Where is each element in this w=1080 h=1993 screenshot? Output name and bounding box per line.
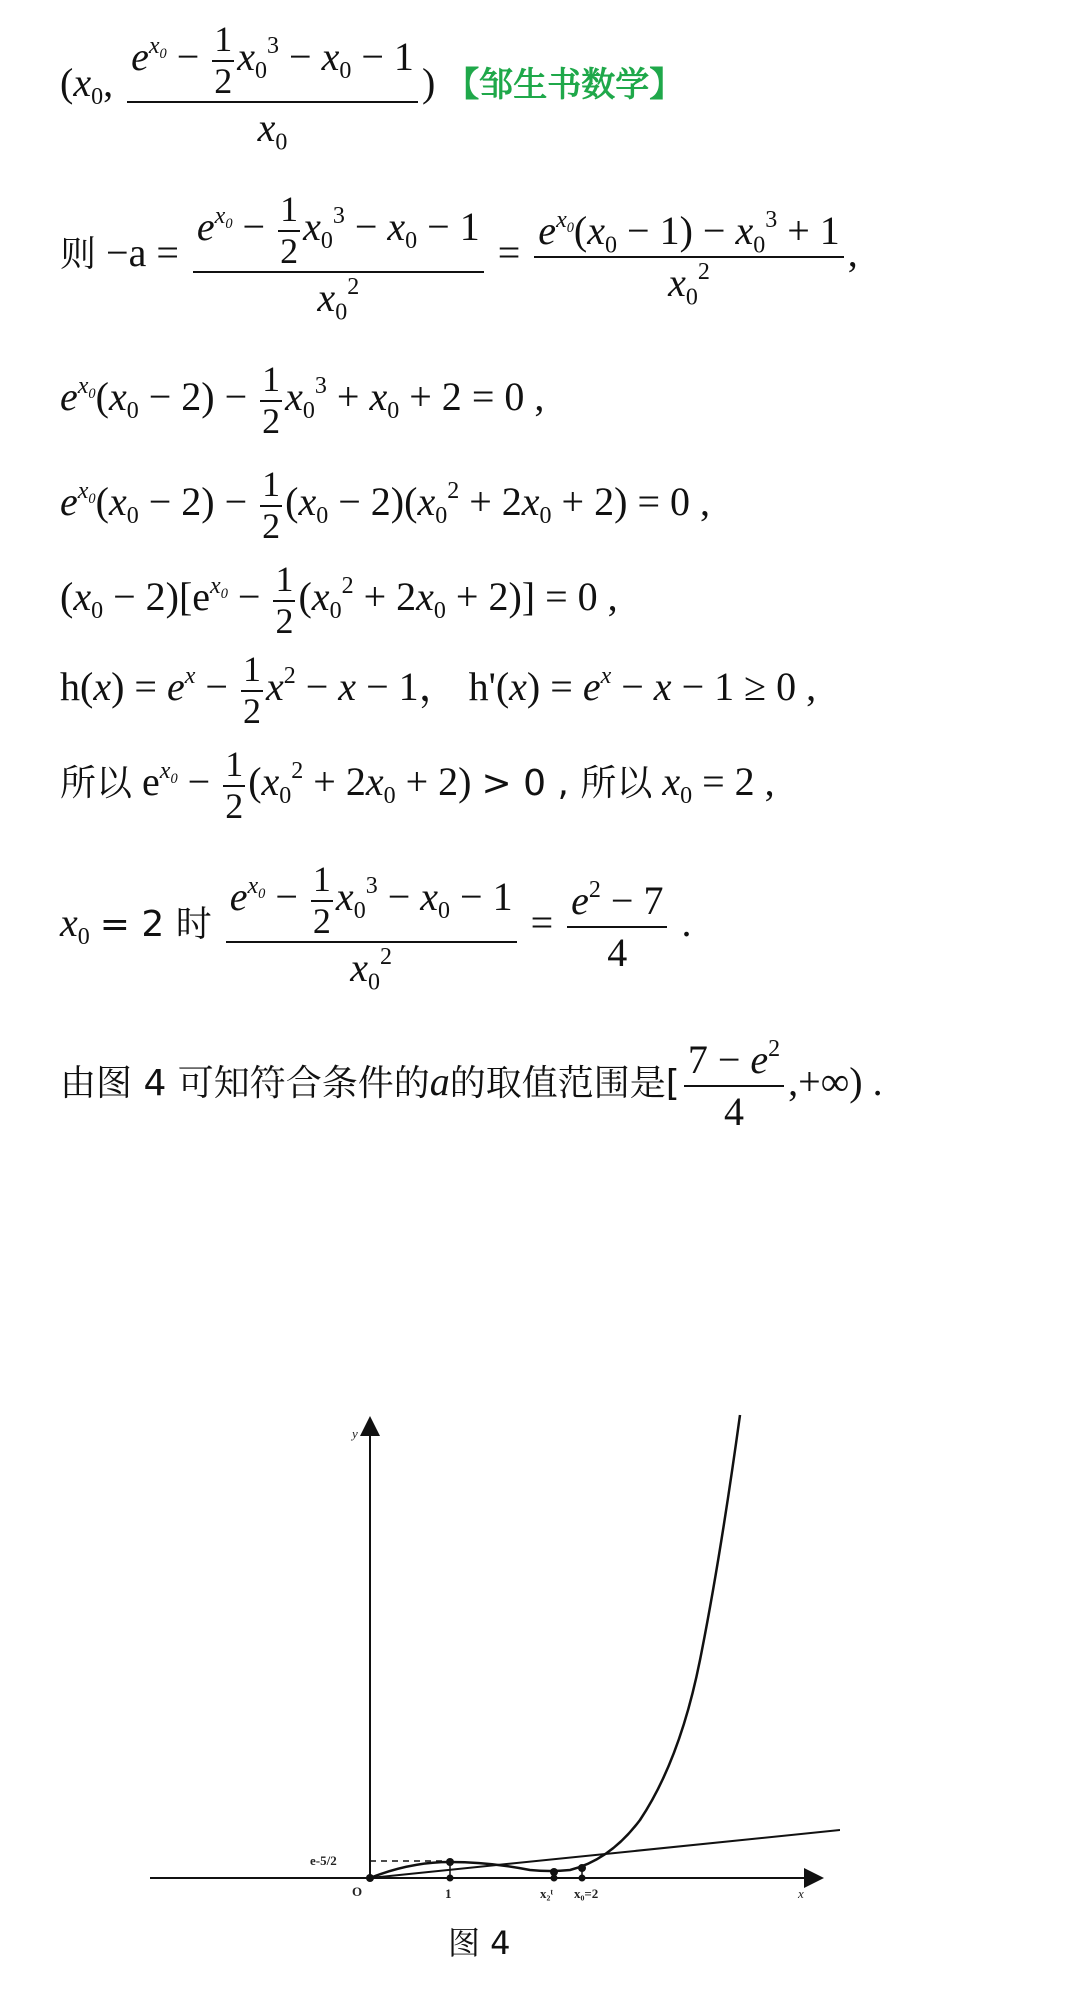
conclusion-line [60, 1035, 883, 1137]
variable-a: a [429, 1059, 450, 1105]
eq-zero: = 0 , [637, 478, 710, 524]
y-axis-label: y [352, 1426, 358, 1441]
h-derivative: h'( [468, 663, 510, 709]
h-function: h( [60, 663, 94, 709]
x0-value: = 2 , [702, 758, 775, 804]
conclusion-text: 的取值范围是[ [449, 1063, 680, 1105]
origin-label: O [352, 1884, 363, 1899]
neg-a: −a = [106, 229, 179, 275]
conclusion-end: ,+∞) . [788, 1059, 883, 1105]
line-8-evaluation: $x_0 = 2$ 时 $e^{x_0}$ − $\frac{1}{2}$ $x_0^3 - x_0 - 1$ $x_0^2$ = $\frac{e^2 - 7}{4}$ . [60, 859, 692, 996]
eq-zero: = 0 , [545, 573, 618, 619]
figure-caption: 图 4 [448, 1924, 511, 1962]
then-label: 则 [60, 233, 97, 275]
fraction-point-y: $e^{x_0}$ − $\frac{1}{2}$ $x_0^3 - x_0 - 1$ $x_0$ [127, 20, 418, 153]
x-axis-label: x [798, 1886, 804, 1901]
comma: , [847, 229, 858, 275]
point-1-axis [447, 1875, 454, 1882]
tick-label-x2: x₂ᵗ [540, 1886, 554, 1901]
line-4-equation: $e^{x_0}(x_0 - 2)$ − $\frac{1}{2}$ $(x_0 - 2)(x_0^2 + 2x_0 + 2) = 0$ , [60, 464, 710, 546]
when-label: = 2 时 [99, 903, 212, 945]
y-tick-label: e-5/2 [310, 1853, 337, 1868]
line-2-equation: 则 −a = $e^{x_0}$ − $\frac{1}{2}$ $x_0^3 - x_0 - 1$ $x_0^2$ = $\frac{e^{x_0}(x_0 - 1) - x_0^3 + 1}{x_0^2}$ , [60, 189, 858, 326]
therefore-mid: > 0 , 所以 [481, 762, 653, 804]
close-paren: ) [421, 59, 436, 105]
conclusion-prefix: 由图 4 可知符合条件的 [60, 1063, 430, 1105]
fraction-left: $e^{x_0}$ − $\frac{1}{2}$ $x_0^3 - x_0 - 1$ $x_0^2$ [193, 190, 484, 323]
function-curve [370, 1415, 740, 1878]
fraction-evaluated: $e^{x_0}$ − $\frac{1}{2}$ $x_0^3 - x_0 - 1$ $x_0^2$ [226, 860, 517, 993]
comma: , [103, 59, 114, 105]
open-paren: ( [60, 59, 74, 105]
separator: ， [418, 663, 459, 709]
line-3-equation: $e^{x_0}(x_0 - 2)$ − $\frac{1}{2}$ $x_0^3 + x_0 + 2 = 0$ , [60, 359, 545, 441]
line-6-definitions: $h(x) = e^x$ − $\frac{1}{2}$ $x^2 - x - 1$， $h'(x) = e^x - x - 1 \ge 0$ , [60, 649, 817, 731]
point-x0 [578, 1864, 586, 1872]
tick-label-x0: x₀=2 [574, 1886, 599, 1901]
point-origin [366, 1874, 374, 1882]
eq-zero: = 0 , [471, 373, 545, 419]
point-1 [446, 1858, 454, 1866]
brand-tag: 【邹生书数学】 [445, 64, 684, 105]
line-1-point: ($x_0$, $e^{x_0}$ − $\frac{1}{2}$ $x_0^3 - x_0 - 1$ $x_0$ ) 【邹生书数学】 [60, 19, 684, 156]
inequality: ≥ 0 , [744, 663, 817, 709]
fraction-right: $\frac{e^{x_0}(x_0 - 1) - x_0^3 + 1}{x_0^2}$ [534, 206, 843, 308]
line-5-equation: $(x_0 - 2)[e^{x_0}$ − $\frac{1}{2}$ $(x_0^2 + 2x_0 + 2)] = 0$ , [60, 559, 618, 641]
point-x0-axis [579, 1875, 586, 1882]
fraction-range-lower: $\frac{7 - e^2}{4}$ [684, 1035, 784, 1137]
tick-label-1: 1 [445, 1886, 452, 1901]
fraction-result: $\frac{e^2 - 7}{4}$ [567, 876, 667, 978]
therefore-label: 所以 [60, 762, 133, 804]
point-x2-axis [551, 1875, 558, 1882]
line-7-conclusion: 所以 $e^{x_0}$ − $\frac{1}{2}$ $(x_0^2 + 2x_0 + 2) > 0$ , 所以 $x_0 = 2$ , [60, 744, 775, 826]
figure-4-graph [140, 1400, 840, 1920]
